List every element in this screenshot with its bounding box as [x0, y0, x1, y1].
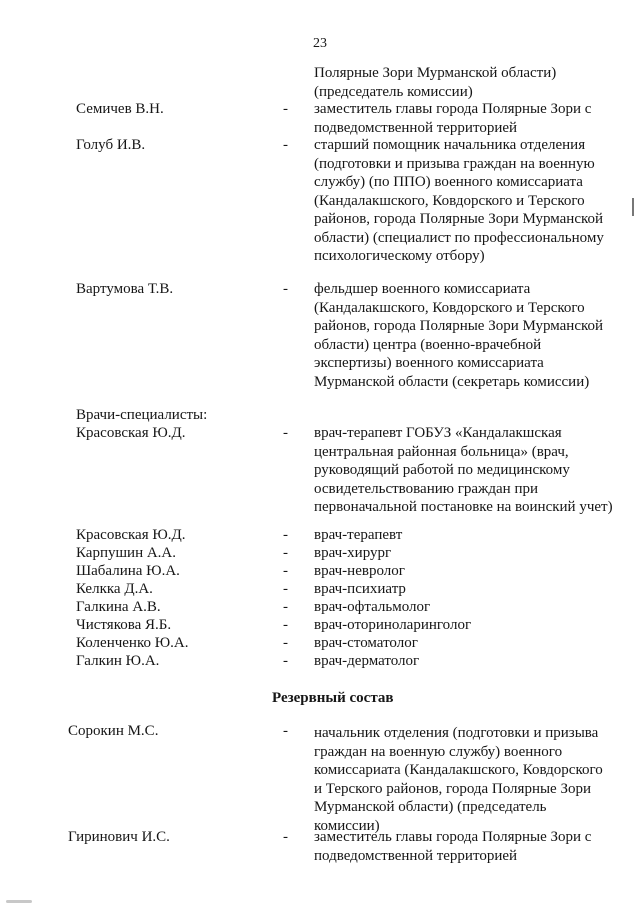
top-continuation-text: Полярные Зори Мурманской области) (председатель комиссии): [314, 65, 557, 100]
scan-edge-mark: [632, 198, 634, 216]
doctor-dash: -: [283, 635, 288, 651]
member-dash: -: [283, 137, 288, 153]
doctor-dash: -: [283, 563, 288, 579]
doctor-role: врач-психиатр: [314, 581, 406, 597]
doctor-dash: -: [283, 545, 288, 561]
doctor-role: врач-терапевт: [314, 527, 403, 543]
doctor-dash: -: [283, 527, 288, 543]
doctor-name: Галкина А.В.: [76, 599, 161, 615]
doctor-name: Коленченко Ю.А.: [76, 635, 189, 651]
reserve-name-sorokin: Сорокин М.С.: [68, 723, 159, 739]
reserve-dash: -: [283, 723, 288, 739]
doctor-name: Чистякова Я.Б.: [76, 617, 172, 633]
member-name-golub: Голуб И.В.: [76, 137, 146, 153]
page-number: 23: [313, 36, 327, 51]
reserve-role-girinovich: заместитель главы города Полярные Зори с подведомственной территорией: [314, 829, 592, 864]
head-doctor-name: Красовская Ю.Д.: [76, 425, 186, 441]
reserve-dash: -: [283, 829, 288, 845]
reserve-name-girinovich: Гиринович И.С.: [68, 829, 170, 845]
doctor-name: Красовская Ю.Д.: [76, 527, 186, 543]
doctor-role: врач-дерматолог: [314, 653, 420, 669]
doctor-role: врач-невролог: [314, 563, 405, 579]
doctor-role: врач-хирург: [314, 545, 392, 561]
doctor-name: Галкин Ю.А.: [76, 653, 160, 669]
head-doctor-dash: -: [283, 425, 288, 441]
doctor-dash: -: [283, 653, 288, 669]
member-role-golub: старший помощник начальника отделения (подготовки и призыва граждан на военную службу) (по ППО) военного комиссариата (Кандалакшского, Ковдорского и Терского районов, города Полярные Зори Мурманской области) (специалист по профессиональному психологическому отбору): [314, 137, 604, 264]
doctor-dash: -: [283, 581, 288, 597]
member-name-semichev: Семичев В.Н.: [76, 101, 164, 117]
reserve-section-title: Резервный состав: [272, 690, 394, 706]
member-dash: -: [283, 101, 288, 117]
member-dash: -: [283, 281, 288, 297]
doctor-role: врач-оториноларинголог: [314, 617, 472, 633]
member-name-vartumova: Вартумова Т.В.: [76, 281, 174, 297]
doctor-role: врач-офтальмолог: [314, 599, 431, 615]
doctor-name: Карпушин А.А.: [76, 545, 177, 561]
doctor-role: врач-стоматолог: [314, 635, 418, 651]
member-role-semichev: заместитель главы города Полярные Зори с подведомственной территорией: [314, 101, 592, 136]
doctor-name: Шабалина Ю.А.: [76, 563, 180, 579]
doctor-name: Келкка Д.А.: [76, 581, 153, 597]
doctors-heading: Врачи-специалисты:: [76, 407, 208, 423]
doctor-dash: -: [283, 599, 288, 615]
head-doctor-role: врач-терапевт ГОБУЗ «Кандалакшская центральная районная больница» (врач, руководящий работой по медицинскому освидетельствованию граждан при первоначальной постановке на воинский учет): [314, 425, 613, 515]
doctor-dash: -: [283, 617, 288, 633]
reserve-role-sorokin: начальник отделения (подготовки и призыва граждан на военную службу) военного комиссариата (Кандалакшского, Ковдорского и Терского районов, города Полярные Зори Мурманской области) (председатель комиссии): [314, 725, 603, 834]
member-role-vartumova: фельдшер военного комиссариата (Кандалакшского, Ковдорского и Терского районов, города Полярные Зори Мурманской области) центра (военно-врачебной экспертизы) военного комиссариата Мурманской области (секретарь комиссии): [314, 281, 604, 390]
scan-corner-smudge: [6, 900, 32, 903]
